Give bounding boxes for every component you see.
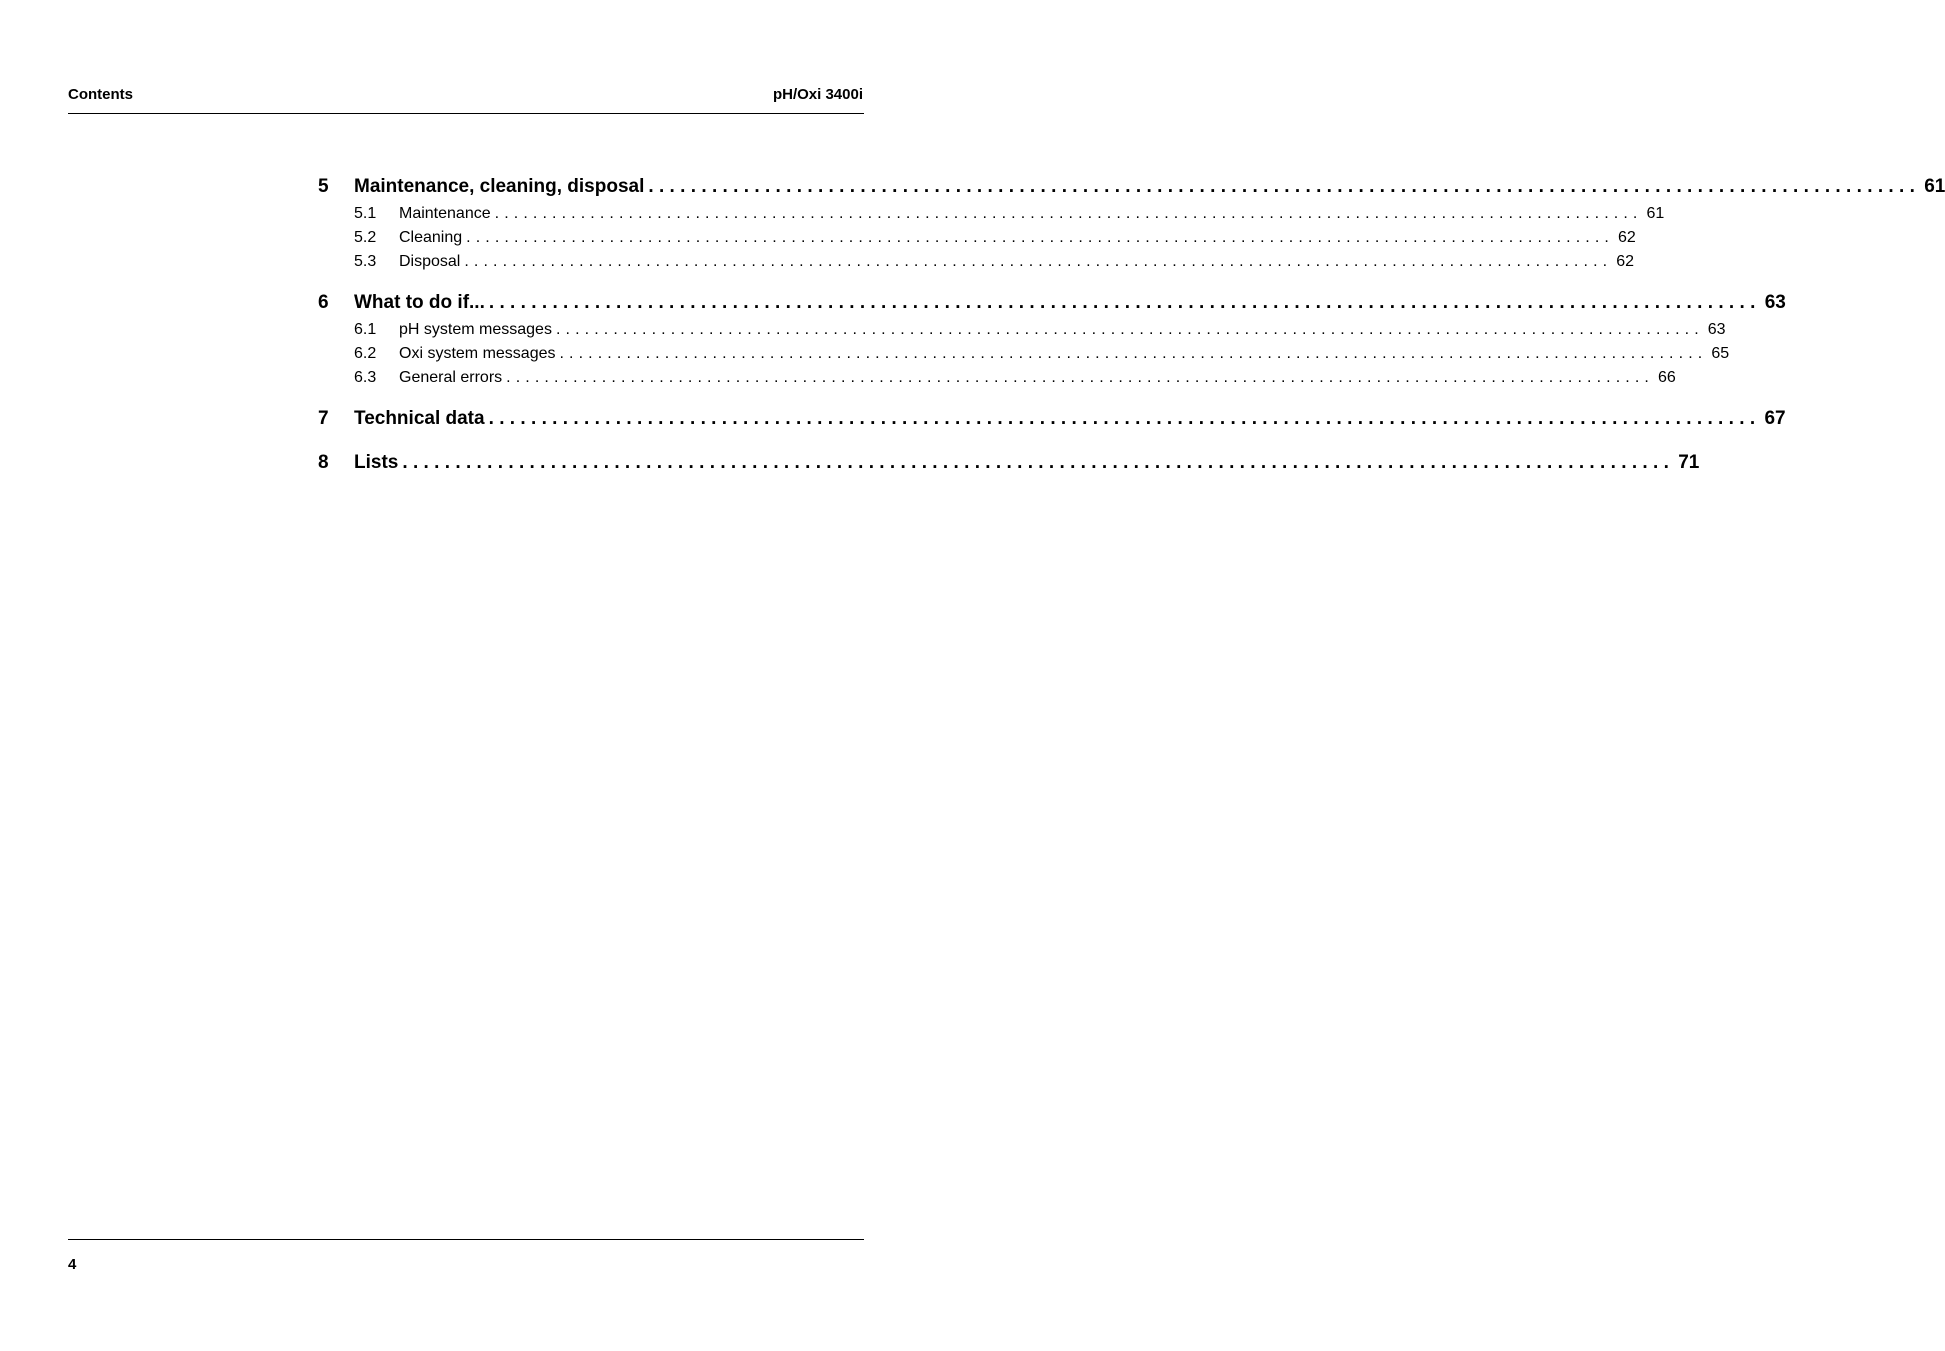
dot-leader: ........................................................................................................................ <box>506 369 1654 386</box>
chapter-page: 71 <box>1678 452 1700 473</box>
toc-section-entry[interactable] <box>318 202 1665 226</box>
toc-chapter <box>318 172 1945 274</box>
toc-chapter-entry[interactable] <box>318 288 1786 318</box>
table-of-contents <box>318 172 1945 492</box>
chapter-number: 8 <box>318 452 329 473</box>
chapter-title: What to do if... <box>354 292 485 313</box>
toc-chapter <box>318 288 1786 390</box>
dot-leader: ........................................................................................................................ <box>402 452 1675 473</box>
section-title: Cleaning <box>399 229 463 246</box>
footer-rule <box>68 1239 864 1240</box>
dot-leader: ........................................................................................................................ <box>466 229 1614 246</box>
dot-leader: ........................................................................................................................ <box>488 408 1761 429</box>
section-title: Maintenance <box>399 205 491 222</box>
chapter-title: Maintenance, cleaning, disposal <box>354 176 645 197</box>
section-number: 6.1 <box>354 321 377 338</box>
section-title: pH system messages <box>399 321 552 338</box>
section-title: Oxi system messages <box>399 345 556 362</box>
chapter-title: Technical data <box>354 408 485 429</box>
section-page: 62 <box>1616 253 1634 270</box>
running-header-left: Contents <box>68 86 133 103</box>
toc-chapter-entry[interactable] <box>318 404 1786 434</box>
chapter-number: 5 <box>318 176 329 197</box>
section-page: 62 <box>1618 229 1636 246</box>
section-number: 5.1 <box>354 205 377 222</box>
section-number: 6.3 <box>354 369 377 386</box>
chapter-page: 61 <box>1924 176 1945 197</box>
dot-leader: ........................................................................................................................ <box>648 176 1921 197</box>
toc-chapter <box>318 448 1700 478</box>
section-title: General errors <box>399 369 503 386</box>
chapter-page: 67 <box>1764 408 1786 429</box>
dot-leader: ........................................................................................................................ <box>559 345 1708 362</box>
section-number: 5.2 <box>354 229 377 246</box>
section-page: 61 <box>1646 205 1665 222</box>
toc-section-entry[interactable] <box>318 318 1726 342</box>
chapter-number: 7 <box>318 408 329 429</box>
header-rule <box>68 113 864 114</box>
chapter-number: 6 <box>318 292 329 313</box>
dot-leader: ........................................................................................................................ <box>464 253 1613 270</box>
dot-leader: ........................................................................................................................ <box>494 205 1643 222</box>
page-number: 4 <box>68 1256 77 1273</box>
section-number: 5.3 <box>354 253 377 270</box>
toc-section-entry[interactable] <box>318 226 1636 250</box>
section-title: Disposal <box>399 253 461 270</box>
toc-section-entry[interactable] <box>318 342 1730 366</box>
dot-leader: ........................................................................................................................ <box>488 292 1761 313</box>
chapter-title: Lists <box>354 452 399 473</box>
section-number: 6.2 <box>354 345 377 362</box>
running-header-right: pH/Oxi 3400i <box>772 86 863 103</box>
toc-chapter-entry[interactable] <box>318 448 1700 478</box>
section-page: 63 <box>1707 321 1726 338</box>
toc-chapter <box>318 404 1786 434</box>
section-page: 66 <box>1658 369 1676 386</box>
section-page: 65 <box>1711 345 1730 362</box>
dot-leader: ........................................................................................................................ <box>555 321 1704 338</box>
chapter-page: 63 <box>1764 292 1786 313</box>
toc-section-entry[interactable] <box>318 250 1634 274</box>
toc-chapter-entry[interactable] <box>318 172 1945 202</box>
toc-section-entry[interactable] <box>318 366 1676 390</box>
